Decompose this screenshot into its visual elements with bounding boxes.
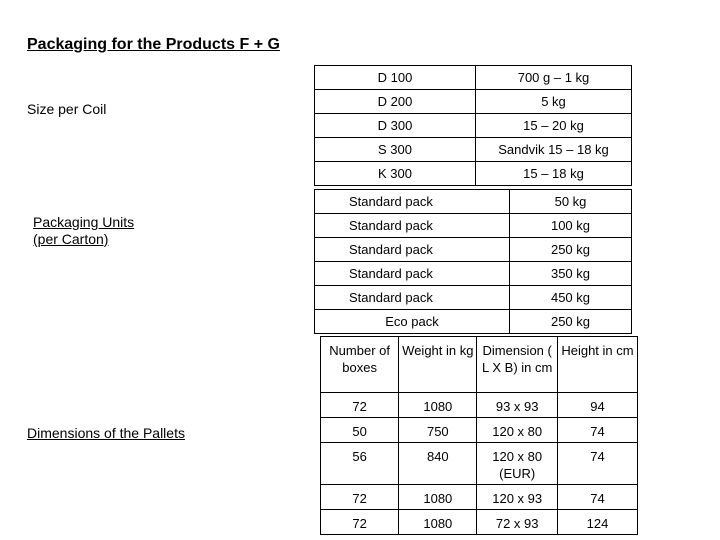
table-row — [321, 510, 638, 535]
table-cell: 120 x 80 — [477, 418, 558, 443]
coil-size-table — [314, 65, 632, 186]
table-row — [315, 138, 632, 162]
table-cell: 74 — [557, 418, 637, 443]
table-cell: 124 — [557, 510, 637, 535]
packaging-units-label-line1: Packaging Units — [33, 214, 135, 230]
packaging-units-label-line2: (per Carton) — [33, 231, 109, 247]
coil-type-cell: S 300 — [315, 138, 476, 162]
table-cell: 1080 — [399, 393, 477, 418]
coil-type-cell: D 100 — [315, 66, 476, 90]
table-cell: 750 — [399, 418, 477, 443]
table-row — [321, 418, 638, 443]
coil-type-cell: D 300 — [315, 114, 476, 138]
pack-weight-cell: 50 kg — [510, 190, 632, 214]
table-cell: 120 x 80 (EUR) — [477, 443, 558, 485]
table-row — [315, 262, 632, 286]
coil-type-cell: K 300 — [315, 162, 476, 186]
page-title: Packaging for the Products F + G — [27, 36, 280, 53]
coil-type-cell: D 200 — [315, 90, 476, 114]
column-header: Weight in kg — [399, 337, 477, 393]
table-cell: 50 — [321, 418, 399, 443]
pack-type-cell: Standard pack — [315, 286, 510, 310]
pack-weight-cell: 250 kg — [510, 310, 632, 334]
column-header: Height in cm — [557, 337, 637, 393]
table-cell: 72 x 93 — [477, 510, 558, 535]
coil-weight-cell: 15 – 20 kg — [476, 114, 632, 138]
table-row — [315, 286, 632, 310]
pack-weight-cell: 450 kg — [510, 286, 632, 310]
table-row — [321, 393, 638, 418]
pack-type-cell: Standard pack — [315, 190, 510, 214]
table-cell: 120 x 93 — [477, 485, 558, 510]
table-row — [315, 310, 632, 334]
size-per-coil-label: Size per Coil — [27, 101, 107, 117]
column-header: Dimension ( L X B) in cm — [477, 337, 558, 393]
table-cell: 93 x 93 — [477, 393, 558, 418]
coil-weight-cell: 700 g – 1 kg — [476, 66, 632, 90]
pallet-dimensions-label: Dimensions of the Pallets — [27, 425, 185, 441]
table-cell: 74 — [557, 485, 637, 510]
table-row — [315, 214, 632, 238]
packaging-units-table — [314, 189, 632, 334]
table-cell: 1080 — [399, 510, 477, 535]
column-header: Number of boxes — [321, 337, 399, 393]
table-cell: 94 — [557, 393, 637, 418]
table-row — [315, 190, 632, 214]
pack-weight-cell: 100 kg — [510, 214, 632, 238]
table-row — [315, 238, 632, 262]
pack-type-cell: Standard pack — [315, 262, 510, 286]
pallet-dimensions-table — [320, 336, 638, 535]
coil-weight-cell: Sandvik 15 – 18 kg — [476, 138, 632, 162]
pack-weight-cell: 250 kg — [510, 238, 632, 262]
table-cell: 56 — [321, 443, 399, 485]
table-cell: 72 — [321, 510, 399, 535]
pack-type-cell: Standard pack — [315, 238, 510, 262]
table-row — [315, 66, 632, 90]
table-row — [321, 485, 638, 510]
table-cell: 1080 — [399, 485, 477, 510]
pack-type-cell: Standard pack — [315, 214, 510, 238]
table-cell: 840 — [399, 443, 477, 485]
pack-weight-cell: 350 kg — [510, 262, 632, 286]
table-row — [315, 90, 632, 114]
table-row — [315, 114, 632, 138]
table-cell: 74 — [557, 443, 637, 485]
coil-weight-cell: 5 kg — [476, 90, 632, 114]
packaging-units-label — [33, 214, 134, 248]
table-header-row — [321, 337, 638, 393]
pack-type-cell: Eco pack — [315, 310, 510, 334]
table-row — [321, 443, 638, 485]
table-cell: 72 — [321, 485, 399, 510]
coil-weight-cell: 15 – 18 kg — [476, 162, 632, 186]
table-row — [315, 162, 632, 186]
table-cell: 72 — [321, 393, 399, 418]
